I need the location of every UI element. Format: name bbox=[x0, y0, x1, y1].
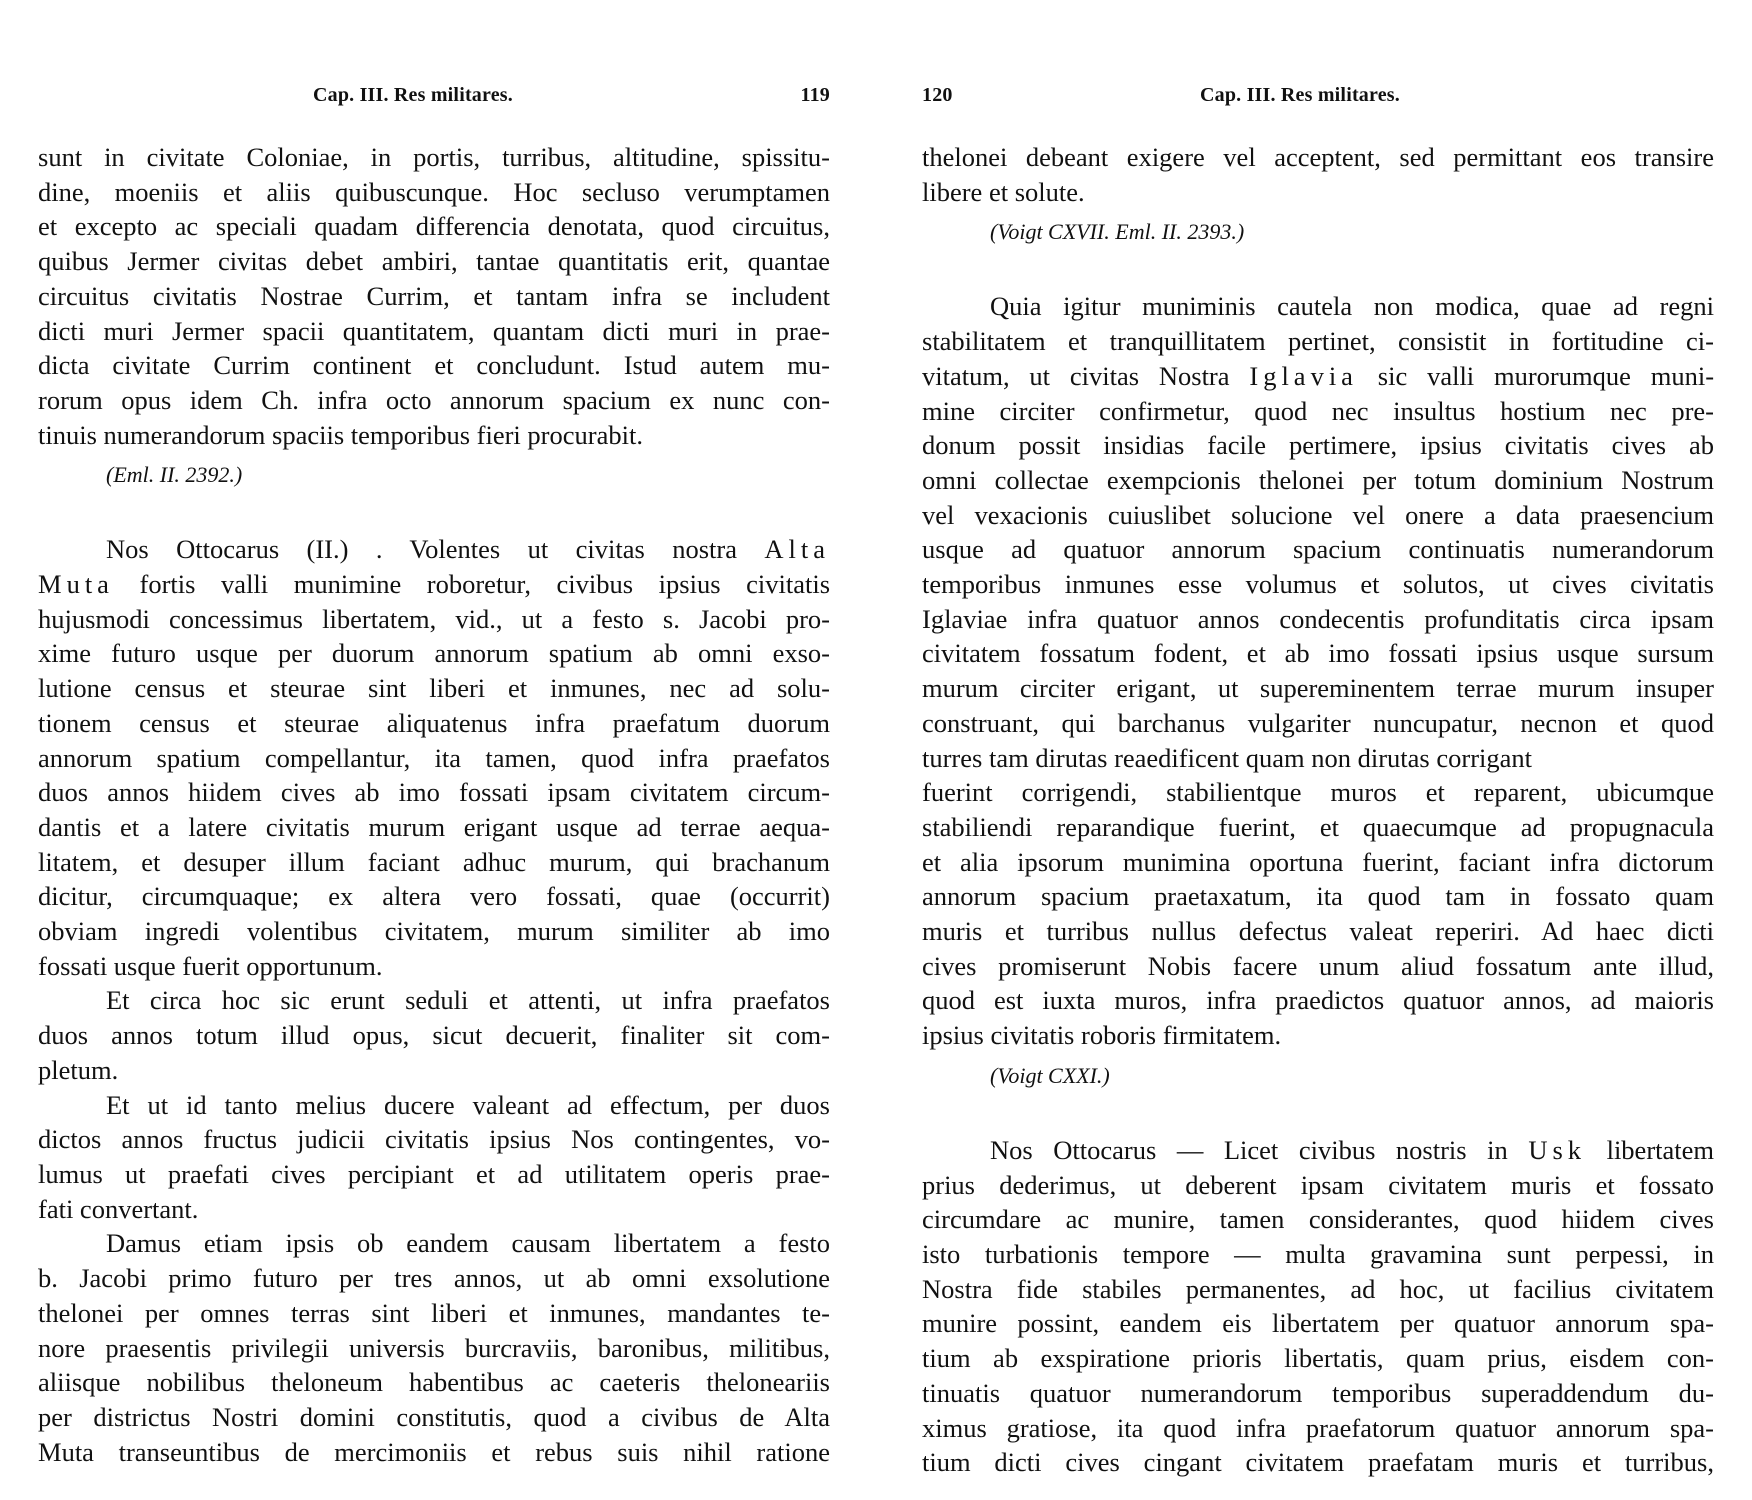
running-head-left bbox=[38, 84, 830, 110]
text-line: pletum. bbox=[38, 1054, 119, 1085]
text-line: libere et solute. bbox=[922, 176, 1085, 207]
text-line bbox=[38, 532, 830, 567]
running-title: Cap. III. Res militares. bbox=[1200, 84, 1400, 106]
text-line: Et circa hoc sic erunt seduli et attenti, ut infra praefatos bbox=[106, 985, 830, 1016]
page-number: 120 bbox=[922, 84, 953, 106]
text-line: rorum opus idem Ch. infra octo annorum spacium ex nunc con- bbox=[38, 384, 830, 415]
text-line: stabilitatem et tranquillitatem pertinet, consistit in fortitudine ci- bbox=[922, 326, 1714, 357]
text-line: per districtus Nostri domini constitutis, quod a civibus de Alta bbox=[38, 1401, 830, 1432]
paragraph-gap bbox=[922, 1099, 1714, 1133]
text-line: duos annos hiidem cives ab imo fossati ipsam civitatem circum- bbox=[38, 777, 830, 808]
text-line: quod est iuxta muros, infra praedictos quatuor annos, ad maioris bbox=[922, 985, 1714, 1016]
text-line: turres tam dirutas reaedificent quam non dirutas corrigant bbox=[922, 742, 1533, 773]
citation: (Voigt CXXI.) bbox=[990, 1062, 1110, 1088]
paragraph-gap bbox=[38, 498, 830, 532]
running-title: Cap. III. Res militares. bbox=[313, 84, 513, 106]
running-head-right bbox=[922, 84, 1714, 110]
text-line: dicitur, circumquaque; ex altera vero fossati, quae (occurrit) bbox=[38, 881, 830, 912]
text-line: prius dederimus, ut deberent ipsam civitatem muris et fossato bbox=[922, 1169, 1714, 1200]
text-run: sic valli murorumque muni- bbox=[1377, 360, 1715, 391]
text-line: dictos annos fructus judicii civitatis ipsius Nos contingentes, vo- bbox=[38, 1124, 830, 1155]
text-line bbox=[922, 1133, 1714, 1168]
text-line: murum circiter erigant, ut supereminentem terrae murum insuper bbox=[922, 673, 1714, 704]
text-line: nore praesentis privilegii universis burcraviis, baronibus, militibus, bbox=[38, 1332, 830, 1363]
text-line: Muta transeuntibus de mercimoniis et rebus suis nihil ratione bbox=[38, 1436, 830, 1467]
text-line: dicta civitate Currim continent et concludunt. Istud autem mu- bbox=[38, 350, 830, 381]
text-line: isto turbationis tempore — multa gravamina sunt perpessi, in bbox=[922, 1238, 1714, 1269]
text-line: tionem census et steurae aliquatenus infra praefatum duorum bbox=[38, 707, 830, 738]
left-page bbox=[38, 0, 830, 1500]
text-line: circuitus civitatis Nostrae Currim, et tantam infra se includent bbox=[38, 280, 830, 311]
place-name: Muta bbox=[38, 569, 114, 600]
text-line: circumdare ac munire, tamen considerantes, quod hiidem cives bbox=[922, 1204, 1714, 1235]
text-line: tium dicti cives cingant civitatem praefatam muris et turribus, bbox=[922, 1447, 1714, 1478]
text-line: thelonei per omnes terras sint liberi et inmunes, mandantes te- bbox=[38, 1297, 830, 1328]
text-line: dantis et a latere civitatis murum erigant usque ad terrae aequa- bbox=[38, 811, 830, 842]
text-run: fortis valli munimine roboretur, civibus ipsius civitatis bbox=[139, 569, 831, 600]
text-line: annorum spatium compellantur, ita tamen, quod infra praefatos bbox=[38, 742, 830, 773]
text-line: Damus etiam ipsis ob eandem causam libertatem a festo bbox=[106, 1228, 830, 1259]
text-line: tinuis numerandorum spaciis temporibus fieri procurabit. bbox=[38, 419, 643, 450]
text-line: hujusmodi concessimus libertatem, vid., ut a festo s. Jacobi pro- bbox=[38, 603, 830, 634]
text-line: donum possit insidias facile pertimere, ipsius civitatis cives ab bbox=[922, 430, 1714, 461]
text-line: ximus gratiose, ita quod infra praefatorum quatuor annorum spa- bbox=[922, 1412, 1714, 1443]
text-line: mine circiter confirmetur, quod nec insultus hostium nec pre- bbox=[922, 395, 1714, 426]
text-line: tium ab exspiratione prioris libertatis, quam prius, eisdem con- bbox=[922, 1343, 1714, 1374]
text-line: munire possint, eandem eis libertatem per quatuor annorum spa- bbox=[922, 1308, 1714, 1339]
text-line: omni collectae exempcionis thelonei per totum dominium Nostrum bbox=[922, 464, 1714, 495]
text-line: usque ad quatuor annorum spacium continuatis numerandorum bbox=[922, 534, 1714, 565]
text-line: et alia ipsorum munimina oportuna fuerint, faciant infra dictorum bbox=[922, 846, 1714, 877]
text-line: fati convertant. bbox=[38, 1193, 199, 1224]
text-line: temporibus inmunes esse volumus et solutos, ut cives civitatis bbox=[922, 569, 1714, 600]
text-line: dine, moeniis et aliis quibuscunque. Hoc secluso verumptamen bbox=[38, 176, 830, 207]
text-line: litatem, et desuper illum faciant adhuc murum, qui brachanum bbox=[38, 846, 830, 877]
text-line: fuerint corrigendi, stabilientque muros et reparent, ubicumque bbox=[922, 777, 1714, 808]
page-number: 119 bbox=[800, 84, 830, 106]
text-line: duos annos totum illud opus, sicut decuerit, finaliter sit com- bbox=[38, 1020, 830, 1051]
text-line: annorum spacium praetaxatum, ita quod tam in fossato quam bbox=[922, 881, 1714, 912]
text-line: stabiliendi reparandique fuerint, et quaecumque ad propugnacula bbox=[922, 811, 1714, 842]
text-line: cives promiserunt Nobis facere unum aliud fossatum ante illud, bbox=[922, 950, 1714, 981]
text-line: thelonei debeant exigere vel acceptent, sed permittant eos transire bbox=[922, 142, 1714, 172]
text-line: vel vexacionis cuiuslibet solucione vel onere a data praesencium bbox=[922, 499, 1714, 530]
citation: (Voigt CXVII. Eml. II. 2393.) bbox=[990, 219, 1245, 245]
text-line: Nostra fide stabiles permanentes, ad hoc, ut facilius civitatem bbox=[922, 1273, 1714, 1304]
text-line: muris et turribus nullus defectus valeat reperiri. Ad haec dicti bbox=[922, 916, 1714, 947]
text-run: libertatem bbox=[1606, 1134, 1715, 1165]
text-line: lutione census et steurae sint liberi et inmunes, nec ad solu- bbox=[38, 673, 830, 704]
place-name: Alta bbox=[764, 534, 830, 565]
text-line: xime futuro usque per duorum annorum spatium ab omni exso- bbox=[38, 638, 830, 669]
text-line bbox=[922, 359, 1714, 394]
text-line: ipsius civitatis roboris firmitatem. bbox=[922, 1020, 1282, 1051]
text-line: Et ut id tanto melius ducere valeant ad effectum, per duos bbox=[106, 1089, 830, 1120]
text-line: sunt in civitate Coloniae, in portis, turribus, altitudine, spissitu- bbox=[38, 142, 830, 172]
right-body-text bbox=[922, 140, 1714, 1480]
left-body-text bbox=[38, 140, 830, 1469]
text-line: dicti muri Jermer spacii quantitatem, quantam dicti muri in prae- bbox=[38, 315, 830, 346]
text-line: b. Jacobi primo futuro per tres annos, ut ab omni exsolutione bbox=[38, 1263, 830, 1294]
text-line: lumus ut praefati cives percipiant et ad utilitatem operis prae- bbox=[38, 1158, 830, 1189]
text-run: vitatum, ut civitas Nostra bbox=[922, 360, 1230, 391]
text-line: civitatem fossatum fodent, et ab imo fossati ipsius usque sursum bbox=[922, 638, 1714, 669]
right-page bbox=[922, 0, 1714, 1500]
place-name: Usk bbox=[1528, 1134, 1587, 1165]
text-line: tinuatis quatuor numerandorum temporibus superaddendum du- bbox=[922, 1377, 1714, 1408]
text-line: Iglaviae infra quatuor annos condecentis profunditatis circa ipsam bbox=[922, 603, 1714, 634]
para-head: Nos Ottocarus (II.) . Volentes ut civitas nostra bbox=[106, 534, 737, 565]
text-line: construant, qui barchanus vulgariter nuncupatur, necnon et quod bbox=[922, 707, 1714, 738]
para-head: Nos Ottocarus — Licet civibus nostris in bbox=[990, 1134, 1508, 1165]
text-line bbox=[38, 567, 830, 602]
text-line: Quia igitur muniminis cautela non modica, quae ad regni bbox=[990, 291, 1714, 322]
text-line: aliisque nobilibus theloneum habentibus ac caeteris theloneariis bbox=[38, 1367, 830, 1398]
text-line: et excepto ac speciali quadam differencia denotata, quod circuitus, bbox=[38, 211, 830, 242]
text-line: fossati usque fuerit opportunum. bbox=[38, 950, 383, 981]
text-line: obviam ingredi volentibus civitatem, murum similiter ab imo bbox=[38, 916, 830, 947]
paragraph-gap bbox=[922, 255, 1714, 289]
place-name: Iglavia bbox=[1249, 360, 1358, 391]
text-line: quibus Jermer civitas debet ambiri, tantae quantitatis erit, quantae bbox=[38, 246, 830, 277]
citation: (Eml. II. 2392.) bbox=[106, 462, 243, 488]
